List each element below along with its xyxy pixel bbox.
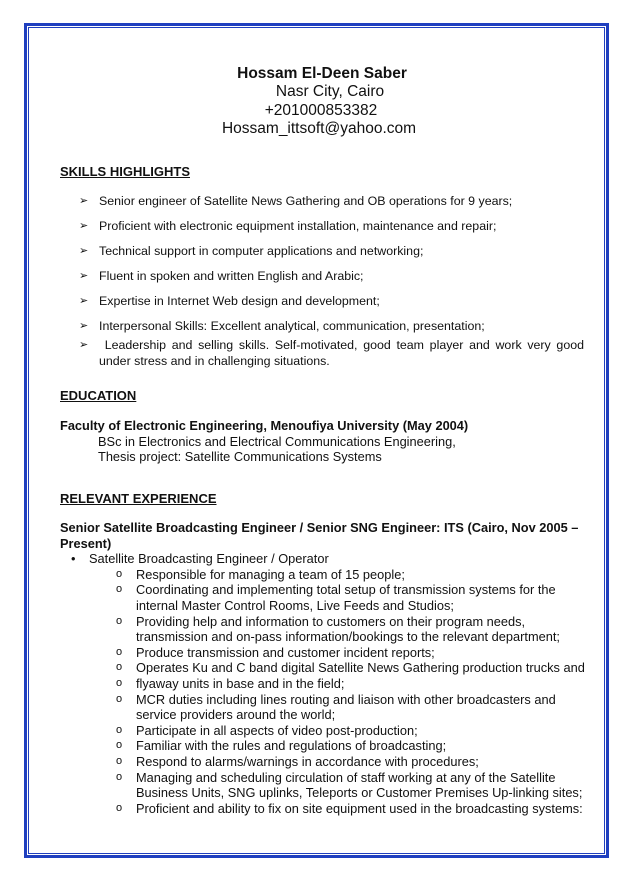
circle-bullet-icon: o [116,770,123,783]
role-item: • Satellite Broadcasting Engineer / Operator [71,551,329,567]
education-heading: EDUCATION [60,388,137,403]
circle-bullet-icon: o [116,661,123,674]
skill-item: ➢ Fluent in spoken and written English and Arabic; [79,269,364,283]
duties-list [60,567,592,817]
candidate-phone: +201000853382 [264,101,378,119]
skill-item: ➢ Proficient with electronic equipment installation, maintenance and repair; [79,219,497,233]
circle-bullet-icon: o [116,583,123,596]
arrow-bullet-icon: ➢ [79,195,89,207]
duty-item: o MCR duties including lines routing and liaison with other broadcasters and service providers around the world; [116,691,556,723]
bullet-dot-icon: • [71,551,76,567]
skill-item: ➢ Interpersonal Skills: Excellent analytical, communication, presentation; [79,319,485,333]
arrow-bullet-icon: ➢ [79,320,89,332]
circle-bullet-icon: o [116,567,123,580]
circle-bullet-icon: o [116,801,123,814]
job-title: Senior Satellite Broadcasting Engineer / Senior SNG Engineer: ITS (Cairo, Nov 2005 – Present) [60,520,579,551]
education-block [60,418,590,465]
duty-item: o flyaway units in base and in the field; [116,675,345,691]
arrow-bullet-icon: ➢ [79,339,89,351]
resume-header [0,64,638,139]
circle-bullet-icon: o [116,754,123,767]
candidate-email: Hossam_ittsoft@yahoo.com [221,120,417,137]
skill-item: ➢ Leadership and selling skills. Self-motivated, good team player and work very good under stress and in challenging situations. [79,338,588,368]
skill-item: ➢ Senior engineer of Satellite News Gathering and OB operations for 9 years; [79,194,513,208]
experience-block [60,520,592,816]
duty-item: o Coordinating and implementing total setup of transmission systems for the internal Master Control Rooms, Live Feeds and Studios; [116,582,556,613]
experience-heading: RELEVANT EXPERIENCE [60,491,217,506]
education-degree: BSc in Electronics and Electrical Communications Engineering, [98,433,456,449]
circle-bullet-icon: o [116,723,123,736]
duty-item: o Responsible for managing a team of 15 people; [116,566,405,582]
candidate-name: Hossam El-Deen Saber [237,65,407,82]
education-thesis: Thesis project: Satellite Communications Systems [98,449,382,464]
arrow-bullet-icon: ➢ [79,295,89,307]
skill-item: ➢ Expertise in Internet Web design and development; [79,294,380,308]
duty-item: o Operates Ku and C band digital Satellite News Gathering production trucks and [116,660,585,676]
duty-item: o Managing and scheduling circulation of staff working at any of the Satellite Business Units, SNG uplinks, Teleports or Customer Premises Up-linking sites; [116,769,583,801]
duty-item: o Providing help and information to customers on their program needs, transmission and on-pass information/bookings to the relevant department; [116,613,560,645]
duty-item: o Familiar with the rules and regulations of broadcasting; [116,738,447,754]
education-school: Faculty of Electronic Engineering, Menoufiya University (May 2004) [60,418,469,433]
circle-bullet-icon: o [116,692,123,705]
skills-list [79,193,588,378]
duty-item: o Respond to alarms/warnings in accordance with procedures; [116,753,479,769]
skill-item: ➢ Technical support in computer applications and networking; [79,244,424,258]
arrow-bullet-icon: ➢ [79,245,89,257]
arrow-bullet-icon: ➢ [79,270,89,282]
circle-bullet-icon: o [116,645,123,658]
duty-item: o Produce transmission and customer incident reports; [116,644,435,660]
circle-bullet-icon: o [116,614,123,627]
arrow-bullet-icon: ➢ [79,220,89,232]
skills-heading: SKILLS HIGHLIGHTS [60,164,190,179]
circle-bullet-icon: o [116,739,123,752]
candidate-city: Nasr City, Cairo [275,83,385,100]
circle-bullet-icon: o [116,676,123,689]
duty-item: o Participate in all aspects of video post-production; [116,722,418,738]
duty-item: o Proficient and ability to fix on site equipment used in the broadcasting systems: [116,800,583,816]
